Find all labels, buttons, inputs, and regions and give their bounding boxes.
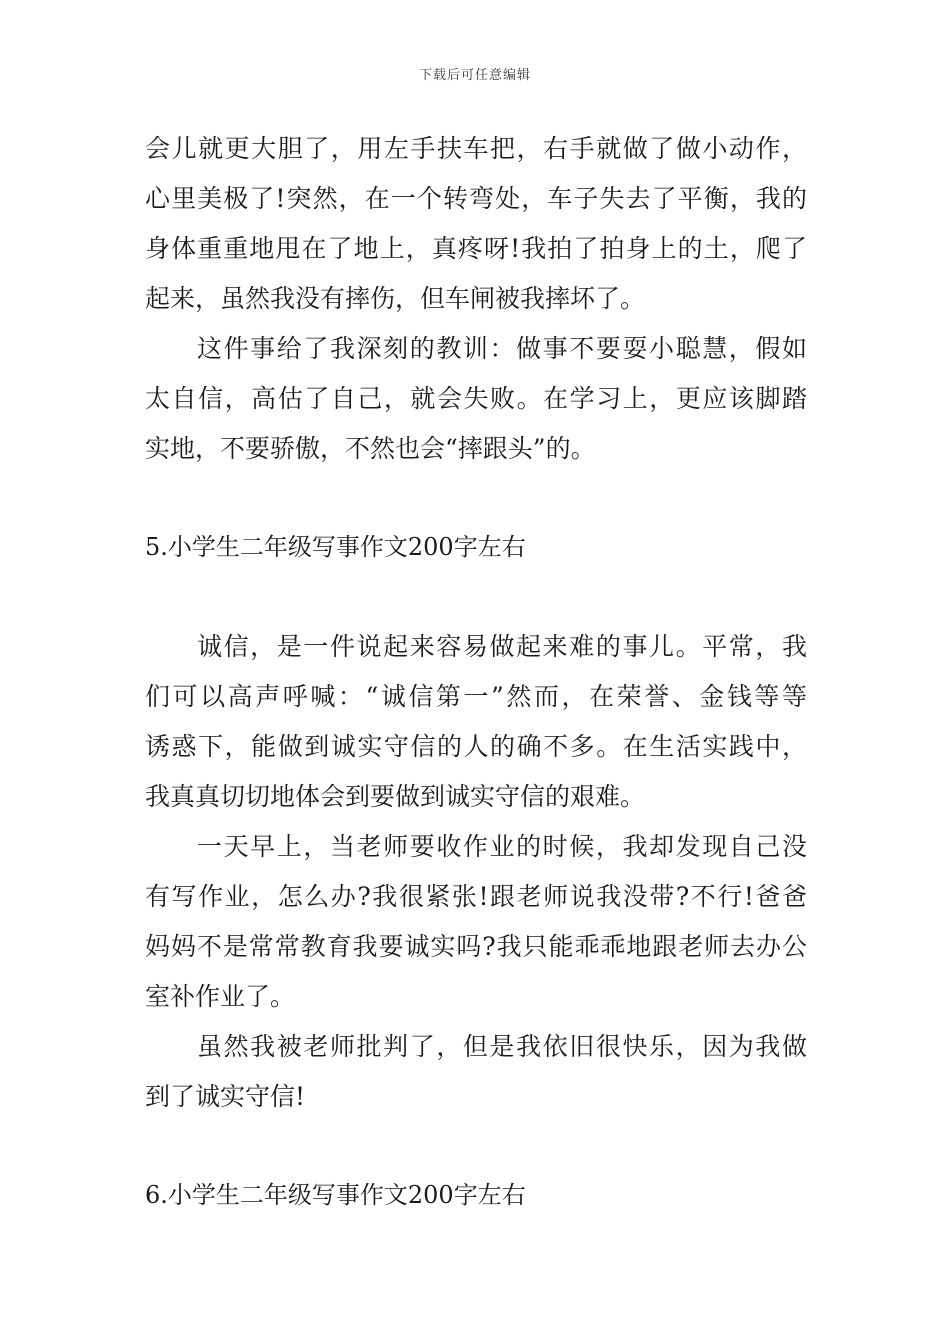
- text-line: 们可以高声呼喊：“诚信第一”然而，在荣誉、金钱等等: [145, 682, 807, 711]
- text-line: 实地，不要骄傲，不然也会“摔跟头”的。: [145, 434, 596, 463]
- text-line: 会儿就更大胆了，用左手扶车把，右手就做了做小动作，: [145, 134, 807, 163]
- text-line: 一天早上，当老师要收作业的时候，我却发现自己没: [197, 832, 807, 861]
- text-line: 心里美极了!突然，在一个转弯处，车子失去了平衡，我的: [145, 184, 807, 213]
- section-title: 6.小学生二年级写事作文200字左右: [145, 1181, 526, 1209]
- text-line: 我真真切切地体会到要做到诚实守信的艰难。: [145, 782, 646, 811]
- text-line: 这件事给了我深刻的教训：做事不要耍小聪慧，假如: [197, 334, 807, 363]
- text-line: 妈妈不是常常教育我要诚实吗?我只能乖乖地跟老师去办公: [145, 932, 807, 961]
- text-line: 身体重重地甩在了地上，真疼呀!我拍了拍身上的土，爬了: [145, 234, 807, 263]
- page-header: 下载后可任意编辑: [418, 68, 531, 83]
- text-line: 起来，虽然我没有摔伤，但车闸被我摔坏了。: [145, 284, 646, 313]
- text-line: 太自信，高估了自己，就会失败。在学习上，更应该脚踏: [145, 384, 807, 413]
- text-line: 到了诚实守信!: [145, 1082, 306, 1111]
- section-title: 5.小学生二年级写事作文200字左右: [145, 533, 526, 561]
- text-line: 有写作业，怎么办?我很紧张!跟老师说我没带?不行!爸爸: [145, 882, 807, 911]
- text-line: 虽然我被老师批判了，但是我依旧很快乐，因为我做: [197, 1032, 807, 1061]
- text-line: 室补作业了。: [145, 982, 296, 1011]
- text-line: 诱惑下，能做到诚实守信的人的确不多。在生活实践中，: [145, 732, 807, 761]
- text-line: 诚信，是一件说起来容易做起来难的事儿。平常，我: [197, 632, 807, 661]
